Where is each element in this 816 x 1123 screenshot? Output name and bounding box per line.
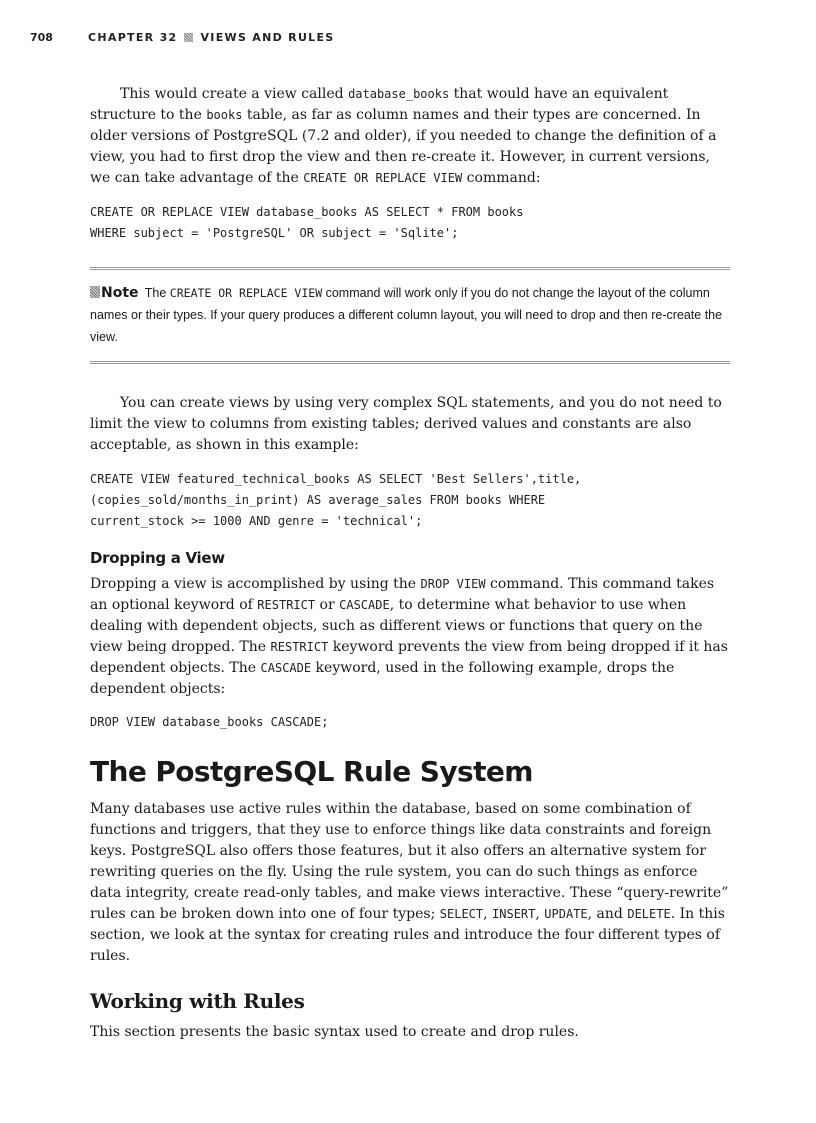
inline-code: RESTRICT (270, 640, 329, 654)
code-block-drop-view (90, 712, 730, 733)
paragraph-dropping: Dropping a view is accomplished by using the DROP VIEW command. This command takes an optional keyword of RESTRICT or CASCADE, to determine what behavior to use when dealing with dependent objects, such as different views or functions that query on the view being dropped. The RESTRICT keyword prevents the view from being dropped if it has dependent objects. The CASCADE keyword, used in the following example, drops the dependent objects: (90, 576, 728, 697)
inline-code: UPDATE (544, 907, 588, 921)
inline-code: DELETE (627, 907, 671, 921)
code-line: current_stock >= 1000 AND genre = 'technical'; (90, 514, 423, 528)
note-box (90, 267, 730, 364)
paragraph-view-structure: This would create a view called database_books that would have an equivalent structure to the books table, as far as column names and their types are concerned. In older versions of PostgreSQL (7.2 and older), if you needed to change the definition of a view, you had to first drop the view and then re-create it. However, in current versions, we can take advantage of the CREATE OR REPLACE VIEW command: (90, 86, 717, 186)
inline-code: INSERT (492, 907, 536, 921)
page-content (90, 84, 730, 1043)
inline-code: CREATE OR REPLACE VIEW (169, 286, 323, 300)
code-block-create-or-replace (90, 202, 730, 244)
chapter-title: VIEWS AND RULES (200, 30, 335, 44)
note-marker-icon (90, 286, 100, 298)
heading-rule-system: The PostgreSQL Rule System (90, 755, 533, 788)
running-header (30, 28, 335, 46)
inline-code: CASCADE (260, 661, 312, 675)
code-line: DROP VIEW database_books CASCADE; (90, 715, 329, 729)
code-line: CREATE OR REPLACE VIEW database_books AS SELECT * FROM books (90, 205, 524, 219)
inline-code: CREATE OR REPLACE VIEW (303, 171, 463, 185)
code-line: WHERE subject = 'PostgreSQL' OR subject = 'Sqlite'; (90, 226, 459, 240)
note-text: Note The CREATE OR REPLACE VIEW command will work only if you do not change the layout of the column names or their types. If your query produces a different column layout, you will need to drop and then re-create the view. (90, 285, 723, 344)
page-number: 708 (30, 30, 53, 44)
note-label: Note (90, 285, 139, 301)
separator-square-icon (184, 33, 193, 42)
heading-dropping-a-view: Dropping a View (90, 549, 225, 567)
inline-code: books (206, 108, 243, 122)
inline-code: DROP VIEW (420, 577, 486, 591)
inline-code: SELECT (439, 907, 484, 921)
code-line: CREATE VIEW featured_technical_books AS SELECT 'Best Sellers',title, (90, 472, 582, 486)
heading-working-with-rules: Working with Rules (90, 989, 305, 1013)
paragraph-working-with-rules: This section presents the basic syntax used to create and drop rules. (90, 1024, 579, 1040)
inline-code: RESTRICT (257, 598, 316, 612)
inline-code: CASCADE (339, 598, 390, 612)
inline-code: database_books (348, 87, 450, 101)
paragraph-complex-views: You can create views by using very complex SQL statements, and you do not need to limit the view to columns from existing tables; derived values and constants are also acceptable, as shown in this example: (90, 395, 722, 453)
code-block-featured-books (90, 469, 730, 532)
chapter-label: CHAPTER 32 (88, 30, 178, 44)
paragraph-rule-system: Many databases use active rules within the database, based on some combination of functions and triggers, that they use to enforce things like data constraints and foreign keys. PostgreSQL also offers those features, but it also offers an alternative system for rewriting queries on the fly. Using the rule system, you can do such things as enforce data integrity, create read-only tables, and make views interactive. These “query-rewrite” rules can be broken down into one of four types; SELECT, INSERT, UPDATE, and DELETE. In this section, we look at the syntax for creating rules and introduce the four different types of rules. (90, 801, 729, 964)
code-line: (copies_sold/months_in_print) AS average_sales FROM books WHERE (90, 493, 546, 507)
